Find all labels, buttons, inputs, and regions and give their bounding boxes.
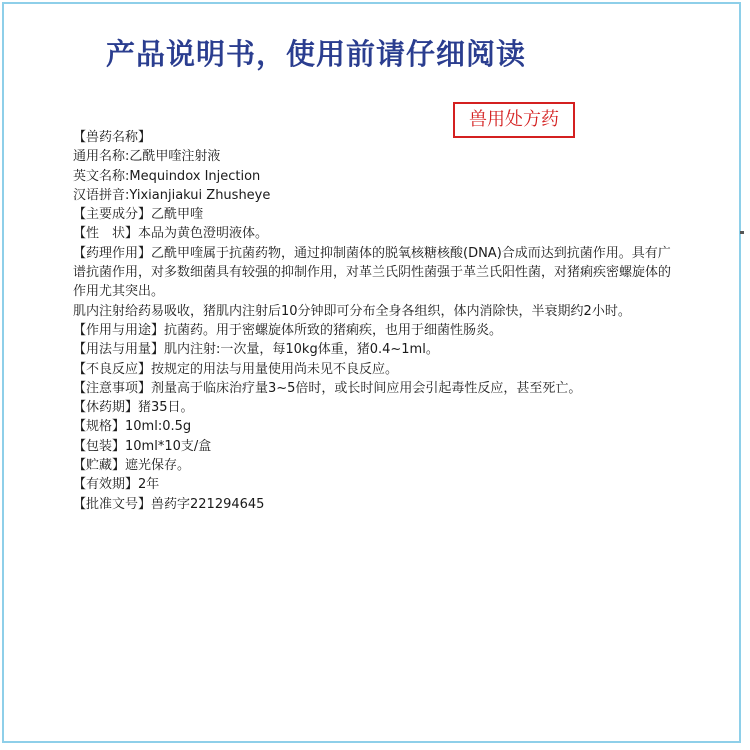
- approval-number: 【批准文号】兽药字221294645: [73, 496, 265, 512]
- pharmacology: 【药理作用】乙酰甲喹属于抗菌药物，通过抑制菌体的脱氧核糖核酸(DNA)合成而达到抗菌作用。具有广谱抗菌作用，对多数细菌具有较强的抑制作用，对革兰氏阴性菌强于革兰氏阳性菌，对猪痢疾密螺旋体的作用尤其突出。: [73, 245, 672, 300]
- english-name: 英文名称:Mequindox Injection: [73, 168, 261, 184]
- expiry: 【有效期】2年: [73, 477, 160, 493]
- ingredients: 【主要成分】乙酰甲喹: [73, 207, 204, 223]
- properties: 【性 状】本品为黄色澄明液体。: [73, 226, 269, 242]
- storage: 【贮藏】遮光保存。: [73, 458, 191, 474]
- prescription-badge: 兽用处方药: [453, 102, 575, 138]
- pharmacokinetics: 肌内注射给药易吸收，猪肌内注射后10分钟即可分布全身各组织，体内消除快，半衰期约2小时。: [73, 303, 631, 319]
- generic-name: 通用名称:乙酰甲喹注射液: [73, 149, 221, 165]
- specification: 【规格】10ml:0.5g: [73, 419, 192, 435]
- precautions: 【注意事项】剂量高于临床治疗量3~5倍时，或长时间应用会引起毒性反应，甚至死亡。: [73, 380, 582, 396]
- packaging: 【包装】10ml*10支/盒: [73, 438, 212, 454]
- label-body: [73, 128, 673, 514]
- dosage: 【用法与用量】肌内注射:一次量，每10kg体重，猪0.4~1ml。: [73, 342, 439, 358]
- pinyin-name: 汉语拼音:Yixianjiakui Zhusheye: [73, 187, 271, 203]
- adverse-reactions: 【不良反应】按规定的用法与用量使用尚未见不良反应。: [73, 361, 399, 377]
- edge-mark: [740, 231, 744, 234]
- indications: 【作用与用途】抗菌药。用于密螺旋体所致的猪痢疾，也用于细菌性肠炎。: [73, 322, 503, 338]
- withdrawal-period: 【休药期】猪35日。: [73, 400, 194, 416]
- page-title: 产品说明书，使用前请仔细阅读: [106, 37, 527, 71]
- drug-name-heading: 【兽药名称】: [73, 130, 152, 145]
